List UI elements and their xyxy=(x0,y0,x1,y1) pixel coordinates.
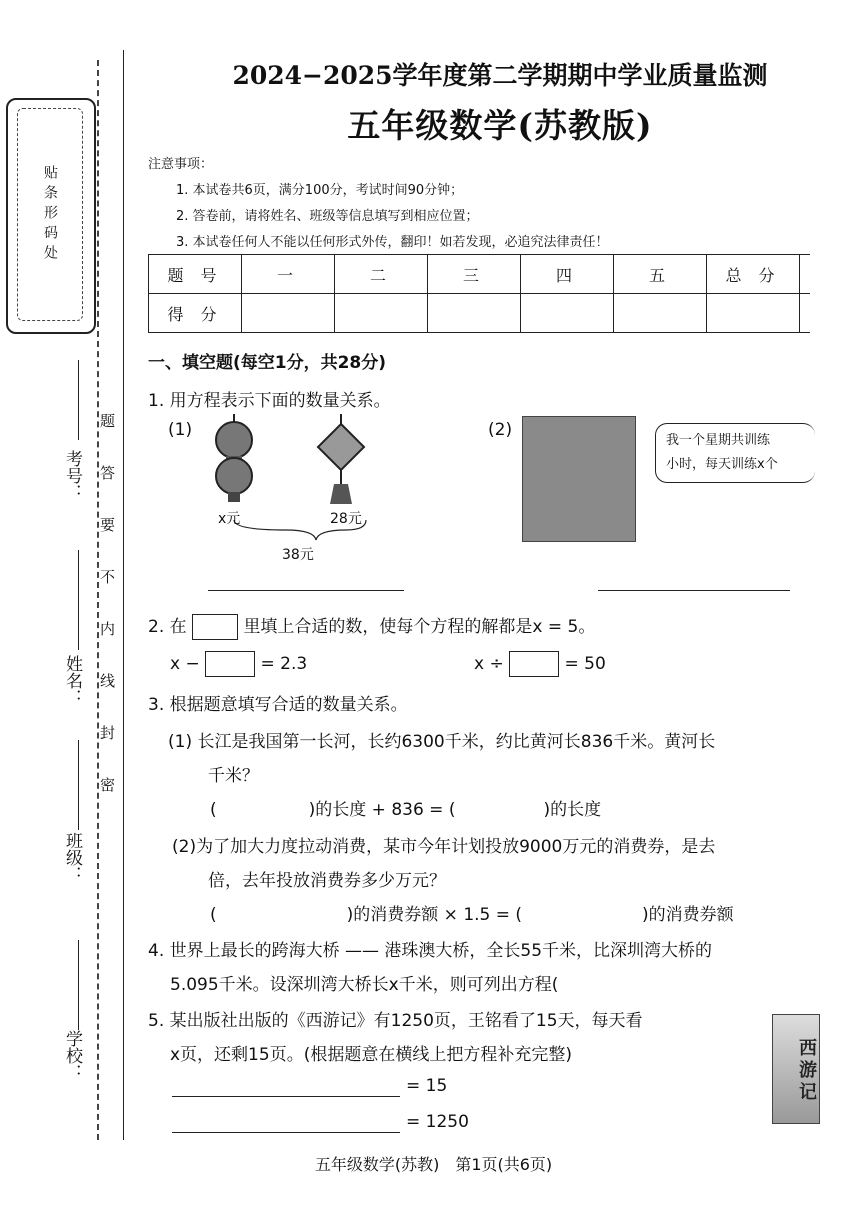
bubble-line-1: 我一个星期共训练 xyxy=(666,433,771,448)
q5-answer-line-1[interactable] xyxy=(172,1096,400,1097)
q1-part2-label: (2) xyxy=(488,420,513,440)
q2-text-a: 2. 在 xyxy=(148,617,187,637)
q1-part1-label: (1) xyxy=(168,420,193,440)
q5-eq1-rhs: = 15 xyxy=(406,1076,448,1096)
subject-title: 五年级数学(苏教版) xyxy=(347,106,653,145)
knot-price: 28元 xyxy=(330,511,362,527)
score-label: 得 分 xyxy=(149,294,242,333)
score-cell[interactable] xyxy=(521,294,614,333)
lantern-price: x元 xyxy=(218,511,241,527)
q2-equation-1 xyxy=(170,651,307,677)
score-header: 一 xyxy=(242,255,335,294)
question-1: 1. 用方程表示下面的数量关系。 xyxy=(148,391,391,411)
athlete-photo xyxy=(522,416,636,542)
exam-title: 2024−2025学年度第二学期期中学业质量监测 xyxy=(232,61,768,90)
q3-part1-fill xyxy=(210,795,601,820)
question-5-line2: x页，还剩15页。(根据题意在横线上把方程补充完整) xyxy=(170,1045,572,1065)
answer-box[interactable] xyxy=(205,651,255,677)
barcode-area xyxy=(17,108,83,321)
note-item: 1. 本试卷共6页，满分100分，考试时间90分钟； xyxy=(176,183,464,198)
answer-box[interactable] xyxy=(192,614,238,640)
q3-part2-line1: (2)为了加大力度拉动消费，某市今年计划投放9000万元的消费券，是去 xyxy=(172,837,716,857)
total-price: 38元 xyxy=(282,547,314,563)
score-cell[interactable] xyxy=(614,294,707,333)
seal-char: 封 xyxy=(100,724,116,742)
field-line-school[interactable] xyxy=(78,940,79,1030)
speech-bubble xyxy=(655,423,815,483)
q3-part2-line2: 倍，去年投放消费券多少万元？ xyxy=(208,871,446,891)
eq1-left: x − xyxy=(170,654,200,674)
seal-dashed-line xyxy=(97,60,99,1140)
notes-heading: 注意事项： xyxy=(148,157,214,172)
score-header: 五 xyxy=(614,255,707,294)
field-line-id[interactable] xyxy=(78,360,79,440)
q3-part2-fill xyxy=(210,900,734,925)
question-4-line1: 4. 世界上最长的跨海大桥 —— 港珠澳大桥，全长55千米，比深圳湾大桥的 xyxy=(148,941,713,961)
score-header: 三 xyxy=(428,255,521,294)
seal-char: 内 xyxy=(100,620,116,638)
note-item: 2. 答卷前，请将姓名、班级等信息填写到相应位置； xyxy=(176,209,479,224)
book-cover-image: 西游记 xyxy=(772,1014,820,1124)
seal-char: 线 xyxy=(100,672,116,690)
paren-open: ( xyxy=(210,905,217,925)
lantern-icon xyxy=(216,414,252,502)
eq2-left: x ÷ xyxy=(474,654,504,674)
q5-answer-line-2[interactable] xyxy=(172,1132,400,1133)
score-cell[interactable] xyxy=(428,294,521,333)
q2-text-b: 里填上合适的数，使每个方程的解都是x = 5。 xyxy=(243,617,596,637)
seal-char: 要 xyxy=(100,516,116,534)
note-item: 3. 本试卷任何人不能以任何形式外传，翻印！如若发现，必追究法律责任！ xyxy=(176,235,609,250)
fill-mid: )的长度 + 836 = ( xyxy=(308,800,456,820)
fill-mid: )的消费券额 × 1.5 = ( xyxy=(346,905,523,925)
bubble-line-2: 小时，每天训练x个 xyxy=(666,457,778,472)
margin-solid-line xyxy=(123,50,124,1140)
field-line-name[interactable] xyxy=(78,550,79,650)
question-4-line2: 5.095千米。设深圳湾大桥长x千米，则可列出方程( xyxy=(170,975,559,995)
q3-part1-line2: 千米？ xyxy=(208,766,259,786)
paren-open: ( xyxy=(210,800,217,820)
barcode-label: 贴条形码处 xyxy=(42,164,58,265)
page-footer: 五年级数学(苏教) 第1页(共6页) xyxy=(314,1155,553,1174)
score-header: 四 xyxy=(521,255,614,294)
question-5-line1: 5. 某出版社出版的《西游记》有1250页，王铭看了15天，每天看 xyxy=(148,1011,643,1031)
score-cell[interactable] xyxy=(707,294,800,333)
score-table xyxy=(148,254,810,333)
q1-part2-answer-line[interactable] xyxy=(598,590,790,591)
q2-equation-2 xyxy=(474,651,606,677)
score-cell[interactable] xyxy=(242,294,335,333)
question-3: 3. 根据题意填写合适的数量关系。 xyxy=(148,695,408,715)
field-label-class: 班级： xyxy=(62,832,82,883)
section-title: 一、填空题(每空1分，共28分) xyxy=(148,353,387,373)
seal-char: 答 xyxy=(100,464,116,482)
q1-part1-answer-line[interactable] xyxy=(208,590,404,591)
eq2-right: = 50 xyxy=(564,654,606,674)
question-2 xyxy=(148,612,595,640)
seal-char: 不 xyxy=(100,568,116,586)
chinese-knot-icon xyxy=(318,414,364,504)
answer-box[interactable] xyxy=(509,651,559,677)
field-label-name: 姓名： xyxy=(62,655,82,706)
eq1-right: = 2.3 xyxy=(260,654,308,674)
q5-eq2-rhs: = 1250 xyxy=(406,1112,469,1132)
q3-part1-line1: (1) 长江是我国第一长河，长约6300千米，约比黄河长836千米。黄河长 xyxy=(168,732,716,752)
field-line-class[interactable] xyxy=(78,740,79,830)
field-label-id: 考号： xyxy=(62,450,82,501)
score-header: 二 xyxy=(335,255,428,294)
field-label-school: 学校： xyxy=(62,1030,82,1081)
score-cell[interactable] xyxy=(335,294,428,333)
fill-end: )的长度 xyxy=(543,800,602,820)
seal-char: 密 xyxy=(100,776,116,794)
notes xyxy=(148,152,609,256)
score-header: 总 分 xyxy=(707,255,800,294)
score-header: 题 号 xyxy=(149,255,242,294)
fill-end: )的消费券额 xyxy=(642,905,734,925)
seal-char: 题 xyxy=(100,412,116,430)
